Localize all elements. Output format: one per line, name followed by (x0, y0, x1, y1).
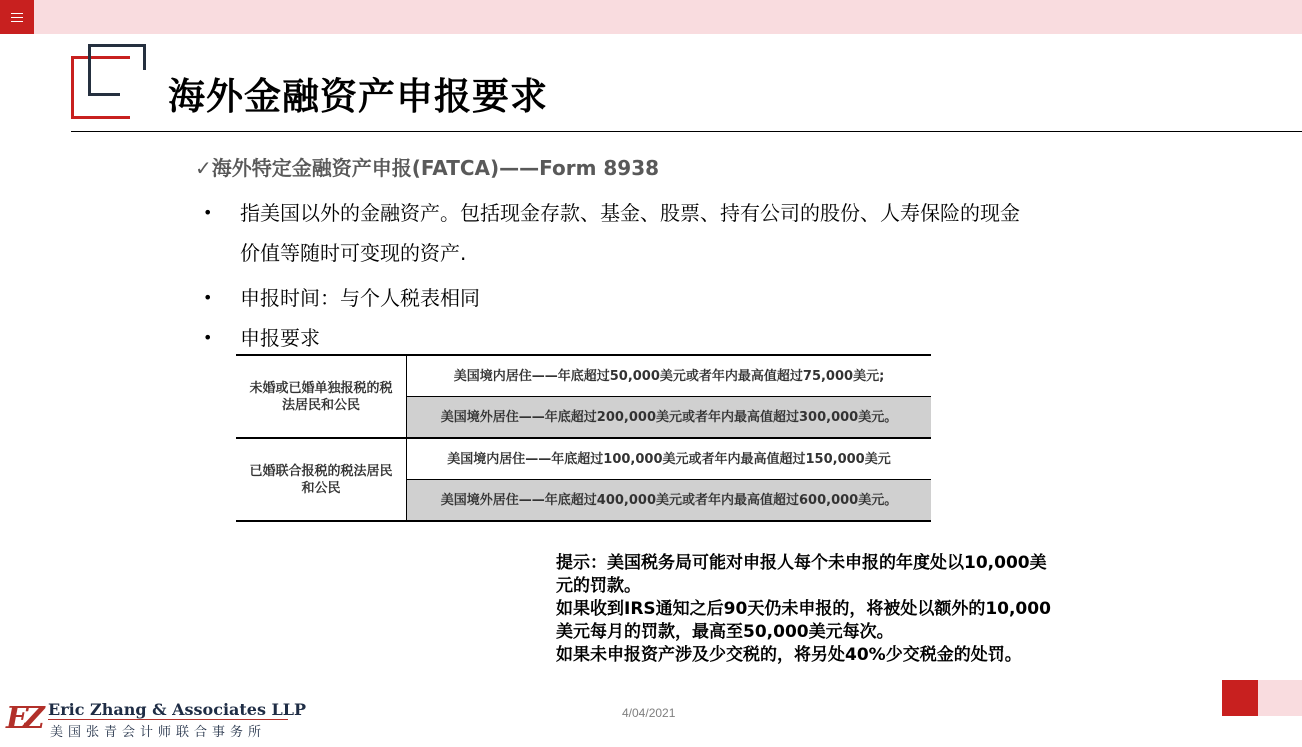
company-name: Eric Zhang & Associates LLP (48, 700, 307, 719)
title-divider (71, 131, 1302, 132)
section-subheading: ✓海外特定金融资产申报(FATCA)——Form 8938 (195, 156, 660, 180)
top-bar (0, 0, 1302, 34)
bullet-text: 申报要求 (240, 326, 320, 350)
bullet-dot: • (203, 203, 213, 222)
corner-accent-pink (1258, 680, 1302, 716)
logo-mark: EZ (6, 701, 39, 736)
bullet-dot: • (203, 288, 213, 307)
table-cell: 美国境内居住——年底超过100,000美元或者年内最高值超过150,000美元 (407, 438, 932, 480)
notice-line: 如果未申报资产涉及少交税的，将另处40%少交税金的处罚。 (556, 645, 1022, 665)
title-frame-dark (88, 44, 143, 93)
notice-line: 元的罚款。 (556, 576, 641, 596)
bullet-list (200, 193, 1120, 358)
requirements-table (236, 354, 931, 522)
bullet-item (200, 318, 1120, 358)
corner-accent-red (1222, 680, 1258, 716)
notice-line: 提示：美国税务局可能对申报人每个未申报的年度处以10,000美 (556, 553, 1047, 573)
table-row (236, 438, 931, 480)
table-cell: 美国境内居住——年底超过50,000美元或者年内最高值超过75,000美元; (407, 355, 932, 397)
slide-title: 海外金融资产申报要求 (168, 75, 548, 118)
hamburger-icon (11, 12, 23, 23)
bullet-text: 申报时间：与个人税表相同 (240, 286, 480, 310)
table-cell: 美国境外居住——年底超过400,000美元或者年内最高值超过600,000美元。 (407, 480, 932, 522)
table-cell: 美国境外居住——年底超过200,000美元或者年内最高值超过300,000美元。 (407, 397, 932, 439)
penalty-notice (556, 552, 1116, 667)
bullet-text-continued: 价值等随时可变现的资产. (240, 241, 467, 265)
notice-line: 如果收到IRS通知之后90天仍未申报的，将被处以额外的10,000 (556, 599, 1051, 619)
bullet-item (200, 193, 1120, 273)
menu-button[interactable] (0, 0, 34, 34)
bullet-text: 指美国以外的金融资产。包括现金存款、基金、股票、持有公司的股份、人寿保险的现金 (240, 201, 1020, 225)
table-row (236, 355, 931, 397)
bullet-dot: • (203, 328, 213, 347)
company-logo (6, 700, 307, 740)
table-row-header: 已婚联合报税的税法居民和公民 (236, 438, 407, 521)
company-name-chinese: 美国张青会计师联合事务所 (50, 725, 267, 740)
notice-line: 美元每月的罚款，最高至50,000美元每次。 (556, 622, 894, 642)
bullet-item (200, 278, 1120, 318)
logo-underline (48, 719, 288, 720)
slide-date: 4/04/2021 (622, 706, 676, 720)
table-row-header: 未婚或已婚单独报税的税法居民和公民 (236, 355, 407, 438)
